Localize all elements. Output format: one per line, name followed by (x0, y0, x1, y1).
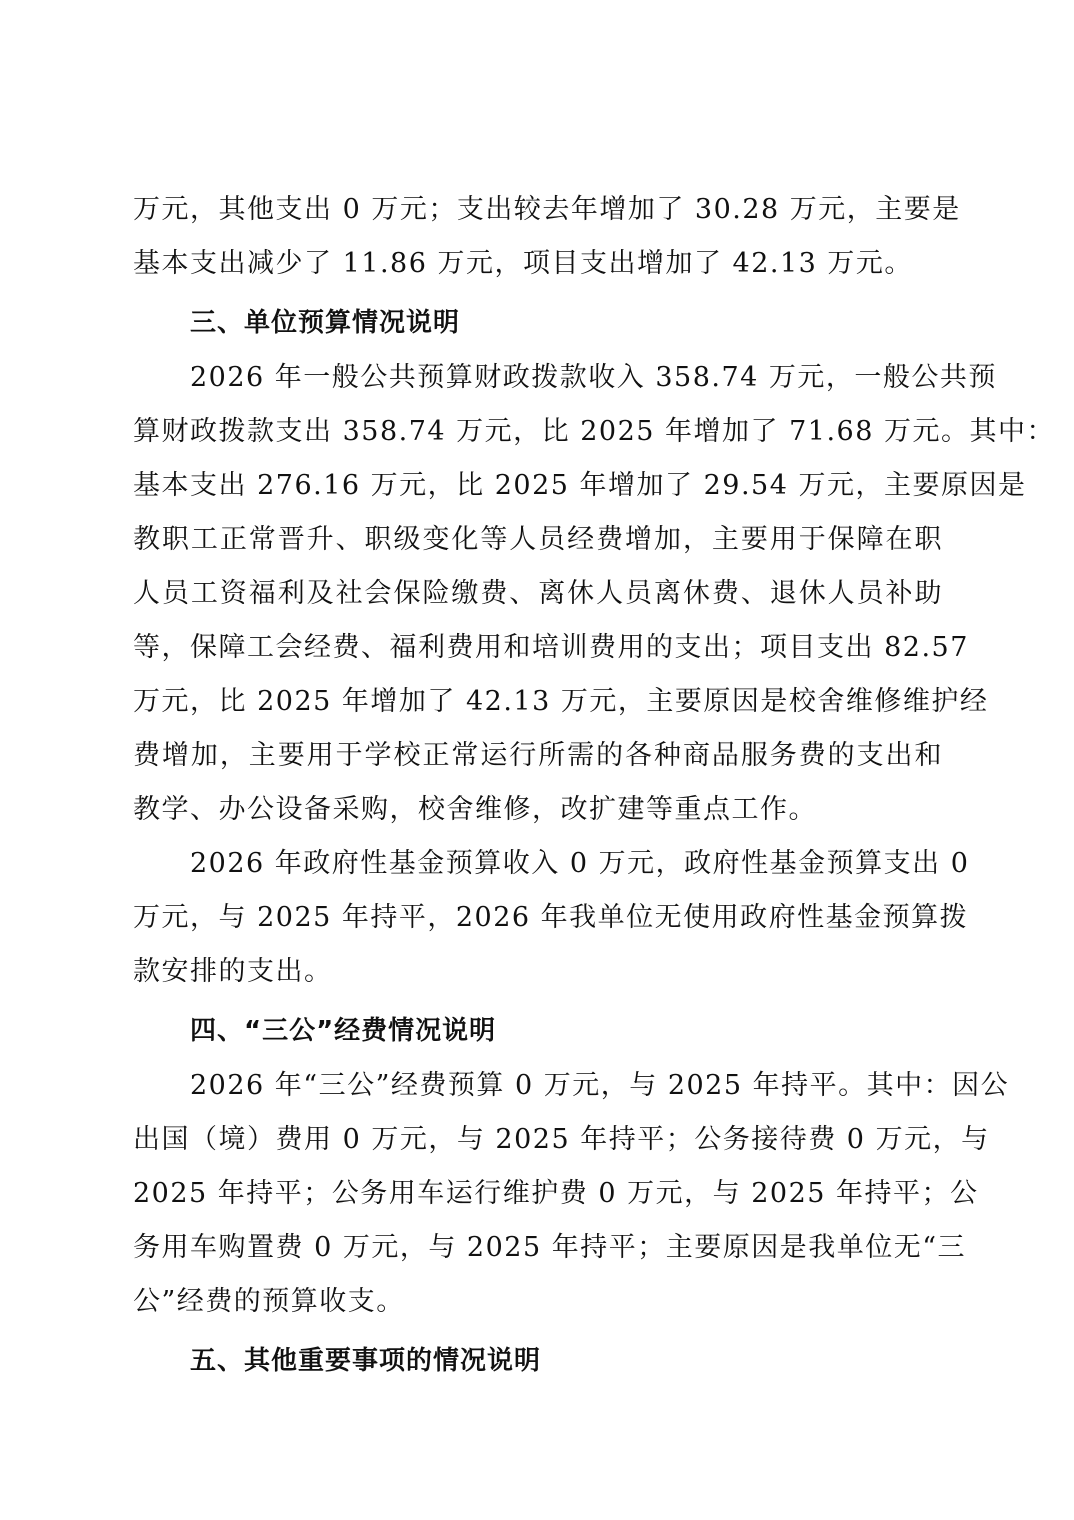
section-heading-other-matters: 五、其他重要事项的情况说明 (190, 1346, 542, 1376)
text-line: 教学、办公设备采购，校舍维修，改扩建等重点工作。 (133, 794, 817, 825)
text-line: 2025 年持平；公务用车运行维护费 0 万元，与 2025 年持平；公 (133, 1178, 979, 1209)
text-line: 算财政拨款支出 358.74 万元，比 2025 年增加了 71.68 万元。其中： (133, 416, 1055, 447)
text-line: 2026 年政府性基金预算收入 0 万元，政府性基金预算支出 0 (190, 848, 970, 879)
section-heading-unit-budget: 三、单位预算情况说明 (190, 308, 461, 338)
text-line: 2026 年一般公共预算财政拨款收入 358.74 万元，一般公共预 (190, 362, 997, 393)
paragraph-general-budget (133, 351, 1055, 837)
text-line: 务用车购置费 0 万元，与 2025 年持平；主要原因是我单位无“三 (133, 1232, 967, 1263)
text-line: 出国（境）费用 0 万元，与 2025 年持平；公务接待费 0 万元，与 (133, 1124, 990, 1155)
text-line: 等，保障工会经费、福利费用和培训费用的支出；项目支出 82.57 (133, 632, 969, 663)
text-line: 万元，比 2025 年增加了 42.13 万元，主要原因是校舍维修维护经 (133, 686, 989, 717)
section-heading-three-public-expenses: 四、“三公”经费情况说明 (190, 1016, 497, 1046)
text-line: 教职工正常晋升、职级变化等人员经费增加，主要用于保障在职 (133, 524, 943, 555)
text-line: 万元，与 2025 年持平，2026 年我单位无使用政府性基金预算拨 (133, 902, 969, 933)
text-line: 公”经费的预算收支。 (133, 1286, 405, 1317)
text-line: 万元，其他支出 0 万元；支出较去年增加了 30.28 万元，主要是 (133, 194, 961, 225)
paragraph-expenditure-summary (133, 183, 961, 291)
document-body (133, 183, 1055, 1389)
text-line: 基本支出减少了 11.86 万元，项目支出增加了 42.13 万元。 (133, 248, 913, 279)
text-line: 人员工资福利及社会保险缴费、离休人员离休费、退休人员补助 (133, 578, 943, 609)
paragraph-government-fund (133, 837, 970, 999)
paragraph-three-public-expenses (133, 1059, 1010, 1329)
text-line: 款安排的支出。 (133, 956, 333, 987)
text-line: 2026 年“三公”经费预算 0 万元，与 2025 年持平。其中：因公 (190, 1070, 1010, 1101)
text-line: 基本支出 276.16 万元，比 2025 年增加了 29.54 万元，主要原因是 (133, 470, 1027, 501)
text-line: 费增加，主要用于学校正常运行所需的各种商品服务费的支出和 (133, 740, 943, 771)
